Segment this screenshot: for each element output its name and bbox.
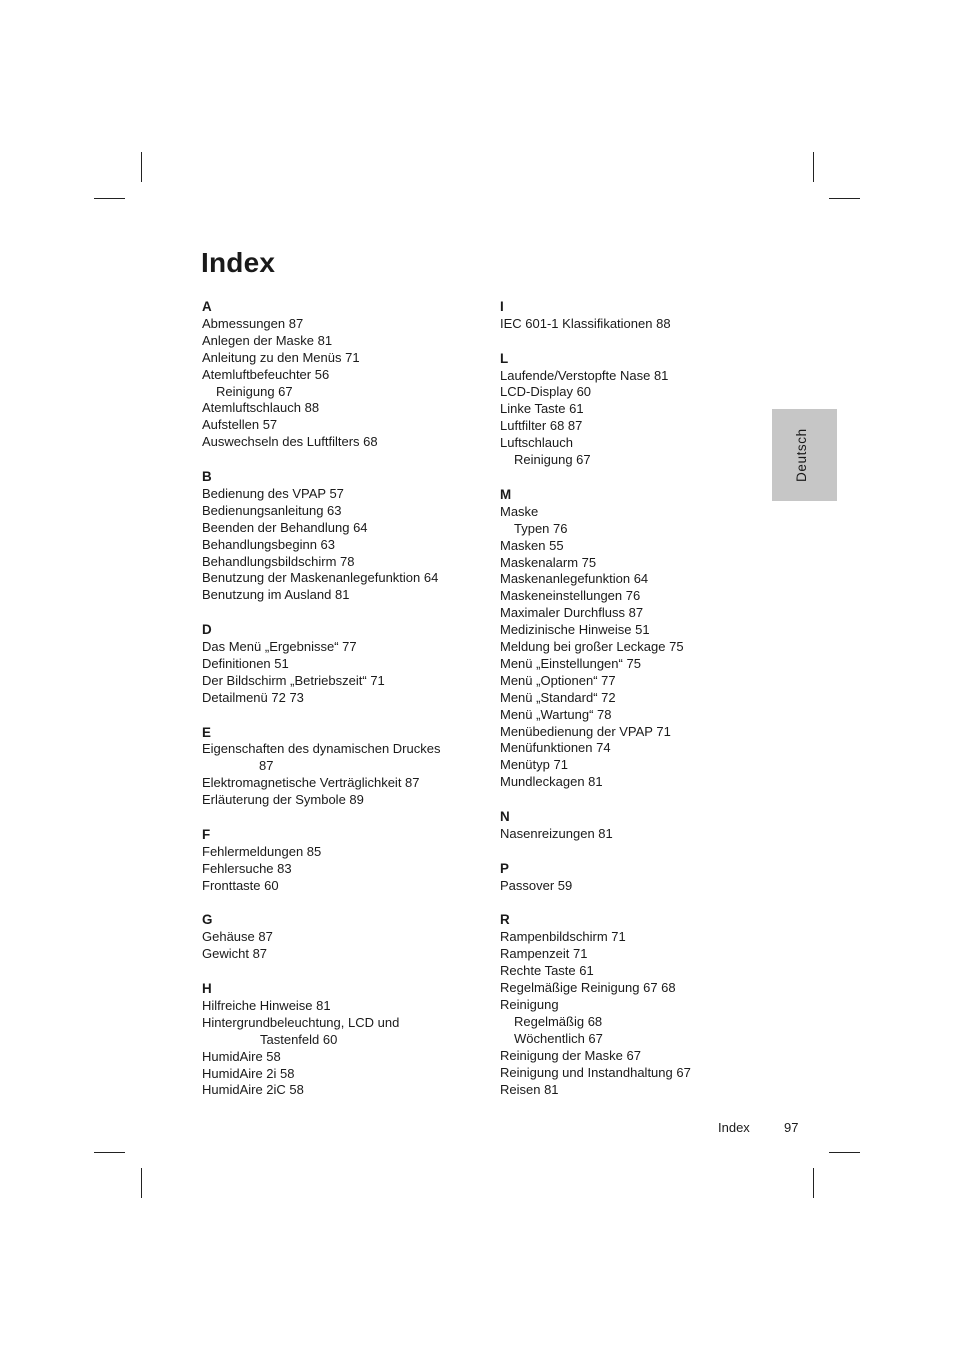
index-section-letter: F [202,826,211,842]
index-subentry: 87 [259,758,274,774]
index-entry: Auswechseln des Luftfilters 68 [202,434,378,450]
index-entry: Aufstellen 57 [202,417,278,433]
index-section-letter: M [500,486,512,502]
index-entry: Eigenschaften des dynamischen Druckes [202,741,441,757]
index-section [500,298,770,333]
index-entry: Elektromagnetische Verträglichkeit 87 [202,775,420,791]
index-section-letter: D [202,622,212,638]
index-entry: Erläuterung der Symbole 89 [202,792,364,808]
page-title: Index [201,247,276,278]
index-entry: Atemluftschlauch 88 [202,400,320,416]
index-entry: Benutzung der Maskenanlegefunktion 64 [202,570,439,586]
index-entry: Beenden der Behandlung 64 [202,519,368,535]
index-section [500,860,770,895]
index-entry: HumidAire 2iC 58 [202,1082,304,1098]
index-entry: Menü „Optionen“ 77 [500,672,616,688]
index-subentry: Regelmäßig 68 [514,1013,603,1029]
index-entry: Passover 59 [500,877,573,893]
index-entry: Maske [500,503,539,519]
index-subentry: Reinigung 67 [514,452,591,468]
index-entry: Das Menü „Ergebnisse“ 77 [202,639,357,655]
crop-mark-top-right-vertical [813,152,814,182]
index-entry: Regelmäßige Reinigung 67 68 [500,980,676,996]
index-section [202,724,472,810]
index-entry: Nasenreizungen 81 [500,825,613,841]
index-section [500,808,770,843]
index-entry: Fehlermeldungen 85 [202,843,322,859]
index-entry: Bedienungsanleitung 63 [202,502,342,518]
index-section-letter: H [202,981,212,997]
index-entry: Gewicht 87 [202,946,268,962]
language-side-tab-label: Deutsch [794,428,809,482]
index-section [202,826,472,895]
index-entry: Gehäuse 87 [202,929,273,945]
index-section-letter: L [500,350,509,366]
index-entry: Reinigung [500,996,559,1012]
crop-mark-bottom-right-horizontal [829,1152,860,1153]
index-entry: Rampenzeit 71 [500,946,588,962]
index-entry: Hintergrundbeleuchtung, LCD und [202,1014,400,1030]
index-entry: Maximaler Durchfluss 87 [500,605,644,621]
footer-page-number: 97 [784,1120,799,1135]
index-entry: Menü „Wartung“ 78 [500,706,612,722]
index-entry: Reisen 81 [500,1081,559,1097]
index-section-letter: I [500,299,504,314]
index-entry: Behandlungsbildschirm 78 [202,553,355,569]
index-entry: Hilfreiche Hinweise 81 [202,997,331,1013]
index-section [202,468,472,604]
index-section [500,911,770,1098]
index-subentry: Typen 76 [514,520,568,536]
index-entry: Menübedienung der VPAP 71 [500,723,671,739]
index-entry: Medizinische Hinweise 51 [500,622,650,638]
index-entry: Linke Taste 61 [500,401,584,417]
index-section-letter: P [500,860,509,876]
index-entry: Masken 55 [500,537,564,553]
index-subentry: Wöchentlich 67 [514,1030,603,1046]
index-entry: Rechte Taste 61 [500,963,594,979]
index-section-letter: E [202,724,211,740]
index-subentry: Tastenfeld 60 [260,1031,338,1047]
index-entry: Benutzung im Ausland 81 [202,587,350,603]
index-entry: HumidAire 2i 58 [202,1065,295,1081]
index-section-letter: G [202,912,213,928]
index-section-letter: N [500,809,510,825]
crop-mark-bottom-left-horizontal [94,1152,125,1153]
index-entry: Der Bildschirm „Betriebszeit“ 71 [202,672,385,688]
index-entry: Laufende/Verstopfte Nase 81 [500,367,669,383]
index-entry: HumidAire 58 [202,1048,281,1064]
index-entry: Fehlersuche 83 [202,860,292,876]
index-entry: Luftschlauch [500,435,573,451]
index-section-letter: R [500,912,510,928]
index-entry: Maskenalarm 75 [500,554,597,570]
index-entry: Menü „Einstellungen“ 75 [500,655,641,671]
index-entry: LCD-Display 60 [500,384,592,400]
index-entry: Anlegen der Maske 81 [202,332,333,348]
index-entry: Maskeneinstellungen 76 [500,588,641,604]
crop-mark-bottom-right-vertical [813,1168,814,1198]
index-section [500,486,770,791]
crop-mark-top-right-horizontal [829,198,860,199]
index-entry: Menütyp 71 [500,757,568,773]
index-section [202,980,472,1099]
index-entry: Abmessungen 87 [202,315,304,331]
index-entry: Bedienung des VPAP 57 [202,485,344,501]
crop-mark-top-left-vertical [141,152,142,182]
index-entry: IEC 601-1 Klassifikationen 88 [500,315,671,331]
index-section [202,621,472,707]
index-entry: Menüfunktionen 74 [500,740,611,756]
index-section [202,298,472,451]
index-section-letter: B [202,469,212,485]
index-entry: Atemluftbefeuchter 56 [202,366,330,382]
index-entry: Definitionen 51 [202,655,289,671]
index-entry: Behandlungsbeginn 63 [202,536,336,552]
index-entry: Detailmenü 72 73 [202,689,304,705]
index-entry: Meldung bei großer Leckage 75 [500,639,684,655]
index-entry: Rampenbildschirm 71 [500,929,626,945]
index-entry: Luftfilter 68 87 [500,418,583,434]
index-section [500,350,770,469]
index-column-left [202,298,472,1116]
language-side-tab [772,409,837,501]
index-section [202,911,472,963]
index-entry: Menü „Standard“ 72 [500,689,616,705]
index-entry: Reinigung der Maske 67 [500,1047,641,1063]
index-entry: Fronttaste 60 [202,877,279,893]
index-subentry: Reinigung 67 [216,383,293,399]
index-column-right [500,298,770,1115]
index-entry: Reinigung und Instandhaltung 67 [500,1064,691,1080]
index-entry: Mundleckagen 81 [500,774,603,790]
index-entry: Maskenanlegefunktion 64 [500,571,649,587]
index-entry: Anleitung zu den Menüs 71 [202,349,360,365]
crop-mark-top-left-horizontal [94,198,125,199]
crop-mark-bottom-left-vertical [141,1168,142,1198]
footer-section-label: Index [718,1120,750,1135]
index-section-letter: A [202,299,212,314]
